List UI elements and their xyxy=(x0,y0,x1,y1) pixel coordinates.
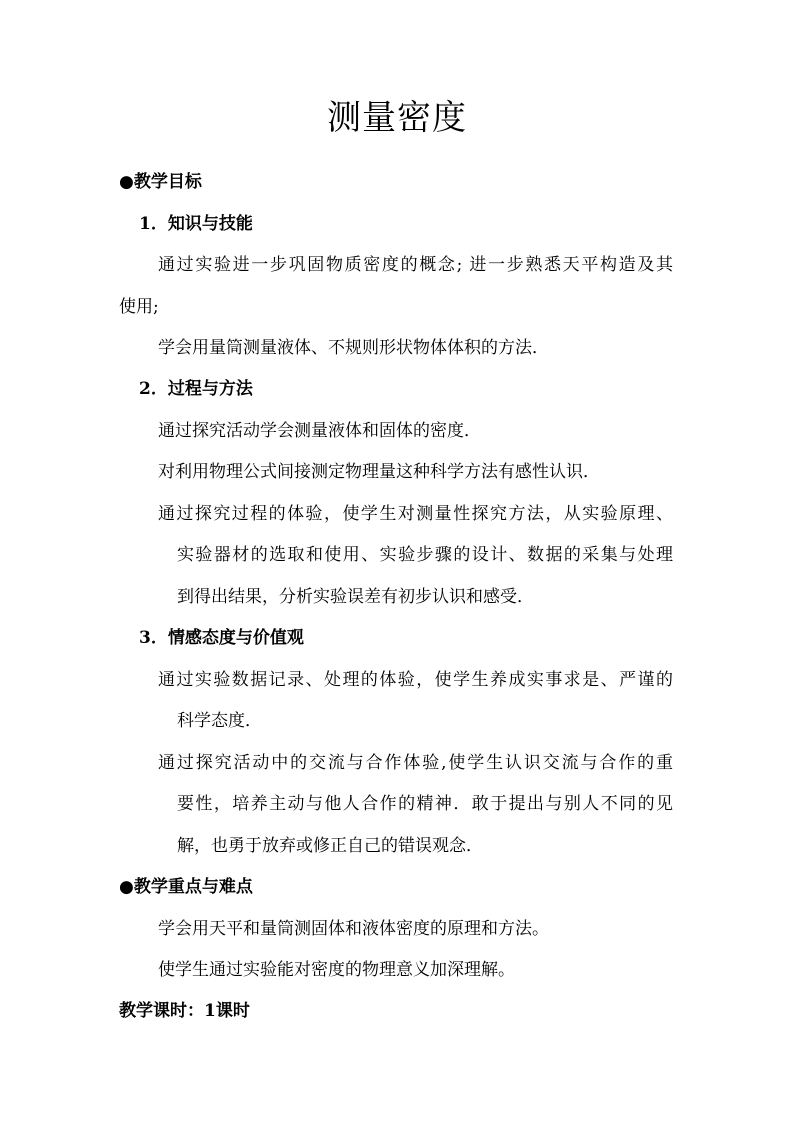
page-title: 测量密度 xyxy=(327,98,467,138)
subheading-attitude-values: 3．情感态度与价值观 xyxy=(139,628,304,648)
paragraph-line: 通过探究活动中的交流与合作体验,使学生认识交流与合作的重 xyxy=(158,753,673,773)
paragraph-line: 要性，培养主动与他人合作的精神．敢于提出与别人不同的见 xyxy=(177,794,673,814)
paragraph-line: 通过实验数据记录、处理的体验，使学生养成实事求是、严谨的 xyxy=(158,670,673,690)
paragraph-line: 通过探究活动学会测量液体和固体的密度． xyxy=(158,421,481,441)
subheading-process-method: 2．过程与方法 xyxy=(139,379,253,399)
section-heading-objectives: ●教学目标 xyxy=(119,172,202,192)
paragraph-line: 使用; xyxy=(119,297,159,317)
class-hours: 教学课时：1课时 xyxy=(119,1001,250,1021)
paragraph-line: 使学生通过实验能对密度的物理意义加深理解。 xyxy=(158,960,515,980)
paragraph-line: 解，也勇于放弃或修正自己的错误观念． xyxy=(177,836,483,856)
paragraph-line: 到得出结果，分析实验误差有初步认识和感受． xyxy=(177,587,534,607)
paragraph-line: 学会用量筒测量液体、不规则形状物体体积的方法． xyxy=(158,338,549,358)
section-heading-key-points: ●教学重点与难点 xyxy=(119,877,253,897)
subheading-knowledge-skills: 1．知识与技能 xyxy=(139,214,253,234)
paragraph-line: 实验器材的选取和使用、实验步骤的设计、数据的采集与处理 xyxy=(177,545,673,565)
paragraph-line: 对利用物理公式间接测定物理量这种科学方法有感性认识． xyxy=(158,462,600,482)
paragraph-line: 通过实验进一步巩固物质密度的概念; 进一步熟悉天平构造及其 xyxy=(158,255,673,275)
paragraph-line: 通过探究过程的体验，使学生对测量性探究方法，从实验原理、 xyxy=(158,504,673,524)
paragraph-line: 学会用天平和量筒测固体和液体密度的原理和方法。 xyxy=(158,919,549,939)
paragraph-line: 科学态度． xyxy=(177,711,262,731)
